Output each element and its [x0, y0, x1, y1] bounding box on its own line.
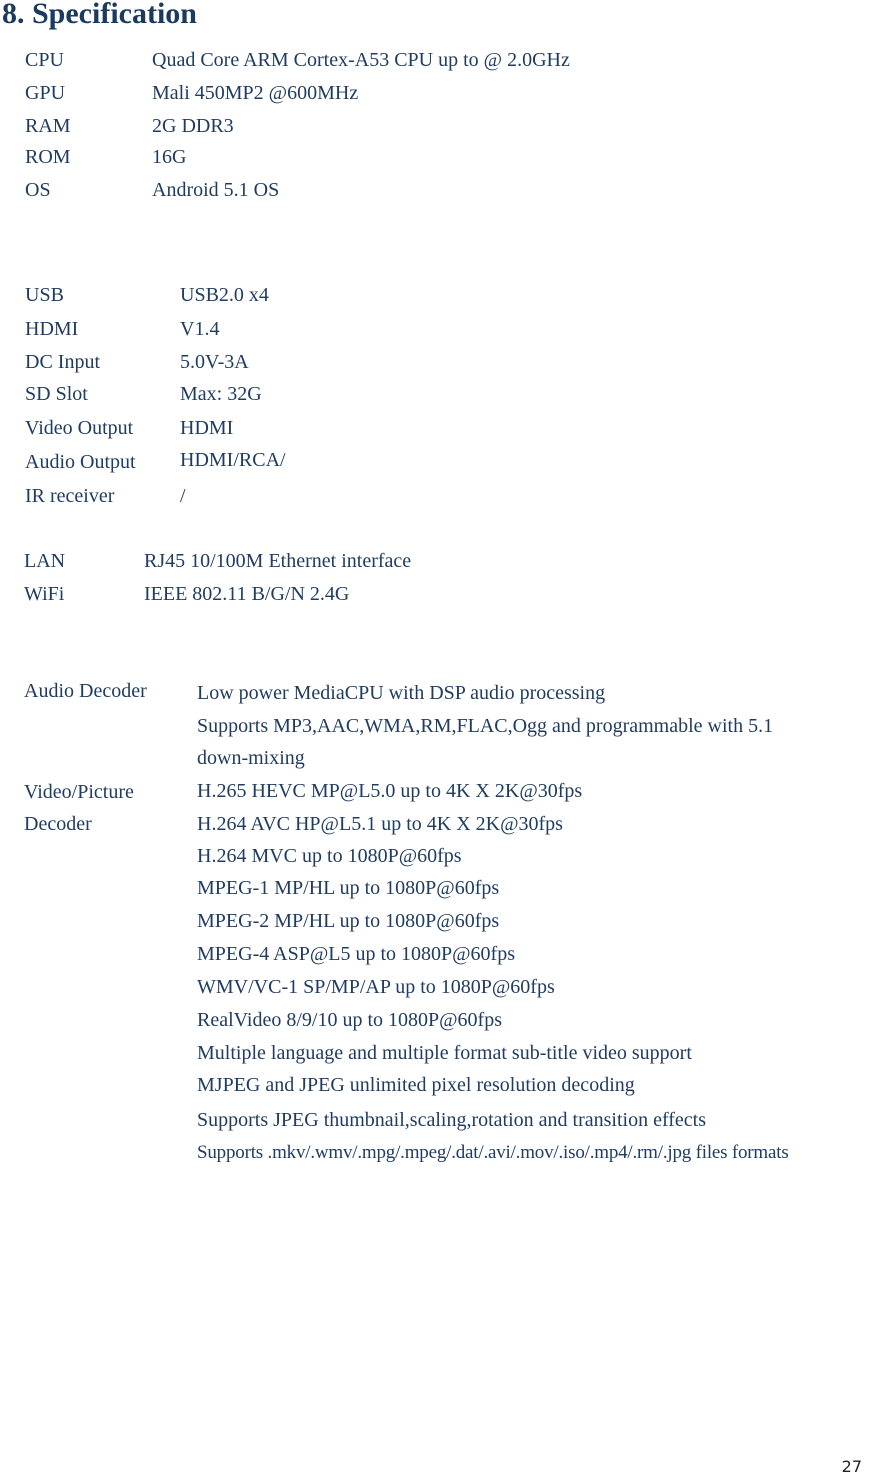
spec-value: /	[180, 485, 186, 507]
video-decoder-line: H.264 MVC up to 1080P@60fps	[197, 845, 462, 867]
video-decoder-line: H.265 HEVC MP@L5.0 up to 4K X 2K@30fps	[197, 780, 583, 802]
video-decoder-line: Supports .mkv/.wmv/.mpg/.mpeg/.dat/.avi/.mov/.iso/.mp4/.rm/.jpg files formats	[197, 1142, 789, 1163]
video-decoder-line: MPEG-2 MP/HL up to 1080P@60fps	[197, 910, 500, 932]
spec-value: HDMI	[180, 417, 234, 439]
spec-label: DC Input	[25, 351, 100, 373]
spec-label: Audio Output	[25, 451, 136, 473]
spec-label-audio-decoder: Audio Decoder	[24, 680, 147, 702]
spec-label: LAN	[24, 550, 66, 572]
spec-value: Max: 32G	[180, 383, 262, 405]
audio-decoder-line: Low power MediaCPU with DSP audio processing	[197, 682, 606, 704]
spec-value: 5.0V-3A	[180, 351, 249, 373]
video-decoder-line: Supports JPEG thumbnail,scaling,rotation and transition effects	[197, 1109, 707, 1131]
spec-value: HDMI/RCA/	[180, 449, 286, 471]
video-decoder-line: WMV/VC-1 SP/MP/AP up to 1080P@60fps	[197, 976, 555, 998]
spec-label-video-decoder: Video/Picture	[24, 781, 134, 803]
spec-value: Android 5.1 OS	[152, 179, 280, 201]
spec-label: CPU	[25, 49, 64, 71]
spec-label: USB	[25, 284, 64, 306]
spec-label: Video Output	[25, 417, 134, 439]
spec-value: 2G DDR3	[152, 115, 234, 137]
spec-label: HDMI	[25, 318, 79, 340]
audio-decoder-line: Supports MP3,AAC,WMA,RM,FLAC,Ogg and programmable with 5.1	[197, 715, 774, 737]
spec-label-video-decoder-cont: Decoder	[24, 813, 92, 835]
spec-value: USB2.0 x4	[180, 284, 269, 306]
spec-label: WiFi	[24, 583, 65, 605]
spec-label: GPU	[25, 82, 66, 104]
video-decoder-line: H.264 AVC HP@L5.1 up to 4K X 2K@30fps	[197, 813, 563, 835]
spec-label: RAM	[25, 115, 71, 137]
spec-value: IEEE 802.11 B/G/N 2.4G	[144, 583, 350, 605]
spec-value: RJ45 10/100M Ethernet interface	[144, 550, 412, 572]
audio-decoder-line: down-mixing	[197, 747, 305, 769]
spec-label: SD Slot	[25, 383, 88, 405]
video-decoder-line: MPEG-4 ASP@L5 up to 1080P@60fps	[197, 943, 515, 965]
spec-value: 16G	[152, 146, 187, 168]
spec-label: ROM	[25, 146, 71, 168]
spec-value: V1.4	[180, 318, 220, 340]
spec-value: Mali 450MP2 @600MHz	[152, 82, 359, 104]
spec-label: IR receiver	[25, 485, 115, 507]
spec-value: Quad Core ARM Cortex-A53 CPU up to @ 2.0GHz	[152, 49, 570, 71]
video-decoder-line: MPEG-1 MP/HL up to 1080P@60fps	[197, 877, 500, 899]
video-decoder-line: Multiple language and multiple format sub-title video support	[197, 1042, 692, 1064]
video-decoder-line: RealVideo 8/9/10 up to 1080P@60fps	[197, 1009, 502, 1031]
spec-label: OS	[25, 179, 51, 201]
video-decoder-line: MJPEG and JPEG unlimited pixel resolution decoding	[197, 1074, 635, 1096]
page-number: 27	[841, 1457, 862, 1476]
page-title: 8. Specification	[2, 0, 197, 30]
